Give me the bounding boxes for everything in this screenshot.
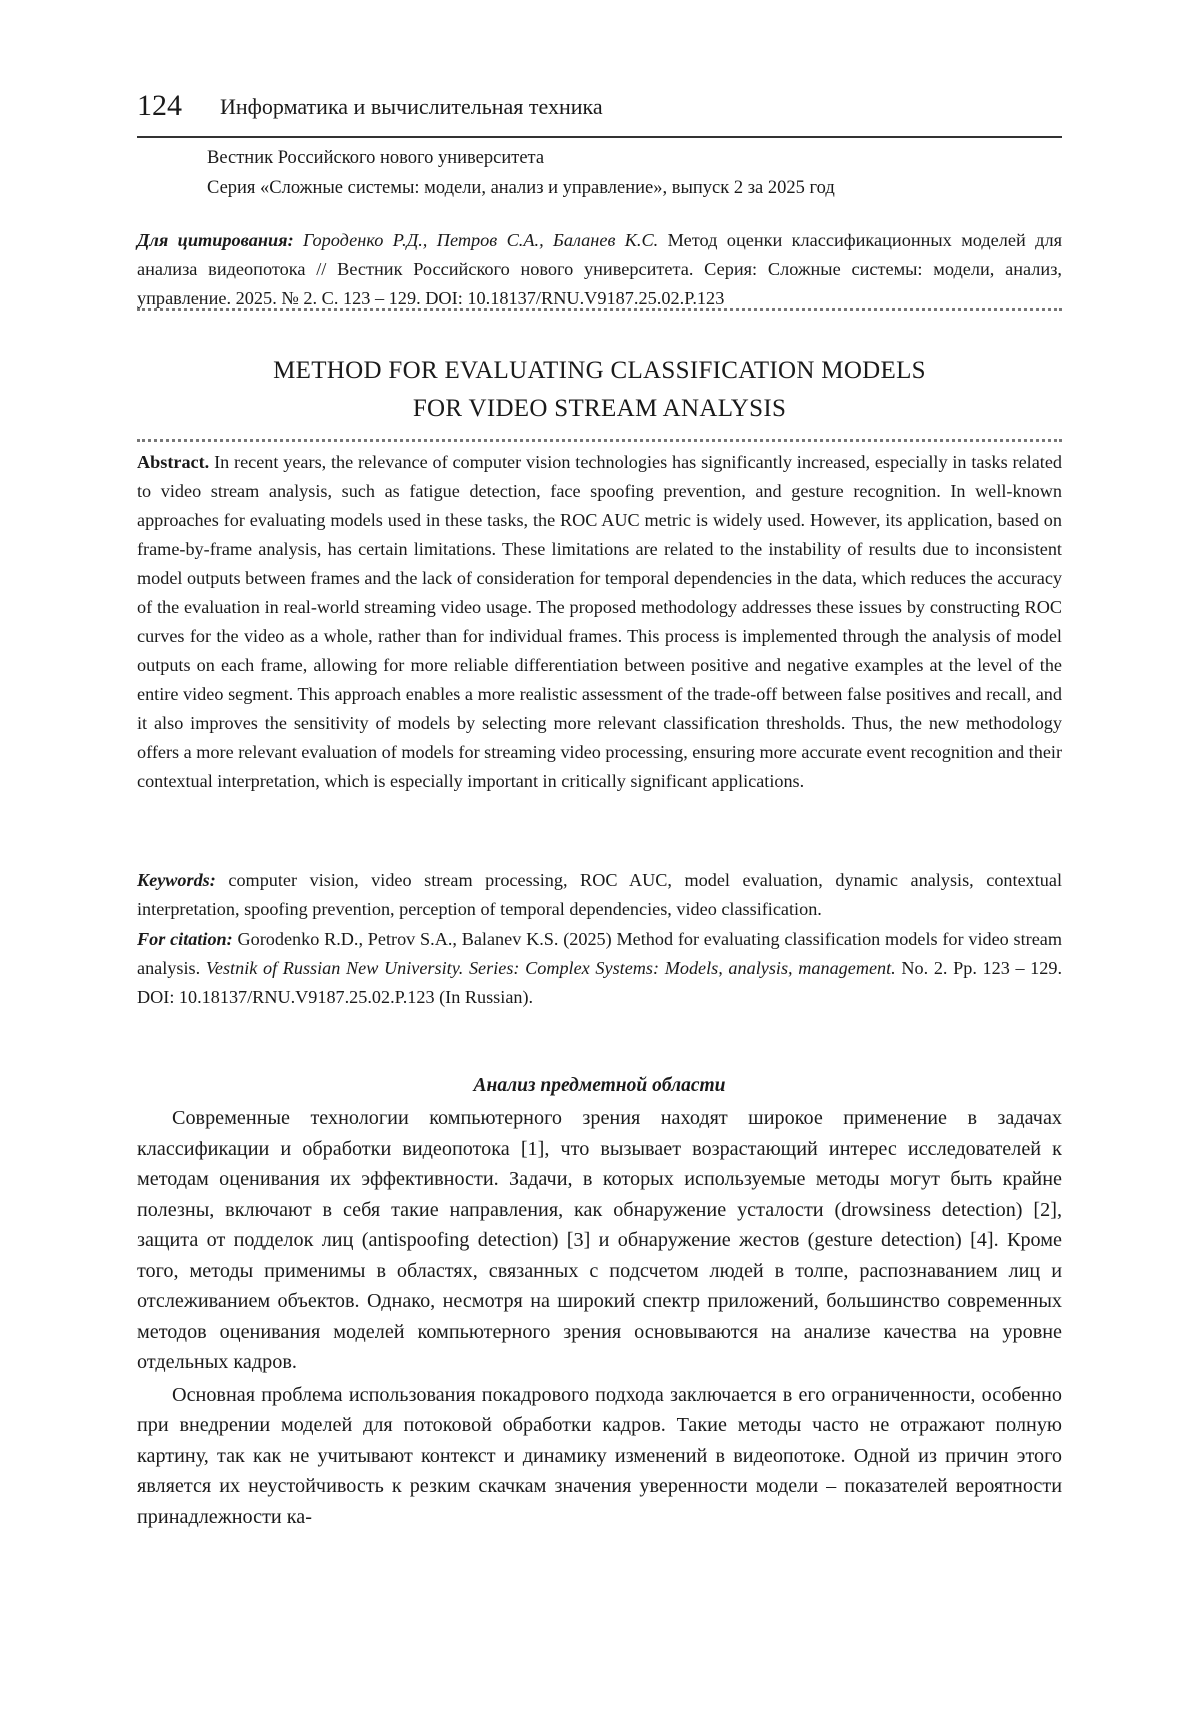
body-text	[137, 1103, 1062, 1534]
running-head	[137, 88, 1062, 138]
divider-bottom	[137, 439, 1062, 442]
keywords-text: computer vision, video stream processing, ROC AUC, model evaluation, dynamic analysis, contextual interpretation, spoofing prevention, perception of temporal dependencies, video classification.	[137, 870, 1063, 919]
section-heading: Анализ предметной области	[473, 1075, 726, 1096]
keywords-label: Keywords:	[137, 870, 216, 890]
article-title	[137, 352, 1062, 428]
paragraph: Основная проблема использования покадрового подхода заключается в его ограниченности, особенно при внедрении моделей для потоковой обработки кадров. Такие методы часто не отражают полную картину, так как не учитывают контекст и динамику изменений в видеопотоке. Одной из причин этого является их неустойчивость к резким скачкам значения уверенности модели – показателей вероятности принадлежности ка-	[137, 1383, 1062, 1528]
citation-russian-label: Для цитирования:	[137, 230, 294, 250]
section-name: Информатика и вычислительная техника	[220, 94, 603, 119]
citation-english-details: No. 2. Pp. 123 – 129. DOI: 10.18137/RNU.V9187.25.02.P.123 (In Russian).	[137, 958, 1063, 1007]
citation-english-journal: Vestnik of Russian New University. Series: Complex Systems: Models, analysis, management.	[205, 958, 896, 978]
citation-russian-text: Метод оценки классификационных моделей для анализа видеопотока // Вестник Российского нового университета. Серия: Сложные системы: модели, анализ, управление. 2025. № 2. С. 123 – 129. DOI: 10.18137/RNU.V9187.25.02.P.123	[137, 230, 1063, 308]
article-title-line1: METHOD FOR EVALUATING CLASSIFICATION MODELS	[273, 357, 926, 384]
journal-info	[207, 143, 835, 203]
citation-russian-authors: Городенко Р.Д., Петров С.А., Баланев К.С.	[303, 230, 659, 250]
article-title-line2: FOR VIDEO STREAM ANALYSIS	[412, 395, 787, 422]
divider-top	[137, 308, 1062, 311]
page-number: 124	[137, 89, 182, 122]
paragraph: Современные технологии компьютерного зрения находят широкое применение в задачах классификации и обработки видеопотока [1], что вызывает возрастающий интерес исследователей к методам оценивания их эффективности. Задачи, в которых используемые методы могут быть крайне полезны, включают в себя такие направления, как обнаружение усталости (drowsiness detection) [2], защита от подделок лиц (antispoofing detection) [3] и обнаружение жестов (gesture detection) [4]. Кроме того, методы применимы в областях, связанных с подсчетом людей в толпе, распознаванием лиц и отслеживанием объектов. Однако, несмотря на широкий спектр приложений, большинство современных методов оценивания моделей компьютерного зрения основываются на анализе качества на уровне отдельных кадров.	[137, 1107, 1062, 1373]
abstract-text: In recent years, the relevance of computer vision technologies has significantly increased, especially in tasks related to video stream analysis, such as fatigue detection, face spoofing prevention, and gesture recognition. In well-known approaches for evaluating models used in these tasks, the ROC AUC metric is widely used. However, its application, based on frame-by-frame analysis, has certain limitations. These limitations are related to the instability of results due to inconsistent model outputs between frames and the lack of consideration for temporal dependencies in the data, which reduces the accuracy of the evaluation in real-world streaming video usage. The proposed methodology addresses these issues by constructing ROC curves for the video as a whole, rather than for individual frames. This process is implemented through the analysis of model outputs on each frame, allowing for more reliable differentiation between positive and negative examples at the level of the entire video segment. This approach enables a more realistic assessment of the trade-off between false positives and recall, and it also improves the sensitivity of models by selecting more relevant classification thresholds. Thus, the new methodology offers a more relevant evaluation of models for streaming video processing, ensuring more accurate event recognition and their contextual interpretation, which is especially important in critically significant applications.	[137, 452, 1063, 791]
citation-english-authors: Gorodenko R.D., Petrov S.A., Balanev K.S. (2025) Method for evaluating classification models for video stream analysis.	[137, 929, 1063, 978]
citation-english	[137, 925, 1062, 1012]
journal-series: Серия «Сложные системы: модели, анализ и управление», выпуск 2 за 2025 год	[207, 178, 835, 198]
keywords	[137, 866, 1062, 924]
citation-russian	[137, 226, 1062, 313]
citation-english-label: For citation:	[137, 929, 233, 949]
journal-name: Вестник Российского нового университета	[207, 148, 545, 168]
abstract	[137, 448, 1062, 796]
abstract-label: Abstract.	[137, 452, 210, 472]
